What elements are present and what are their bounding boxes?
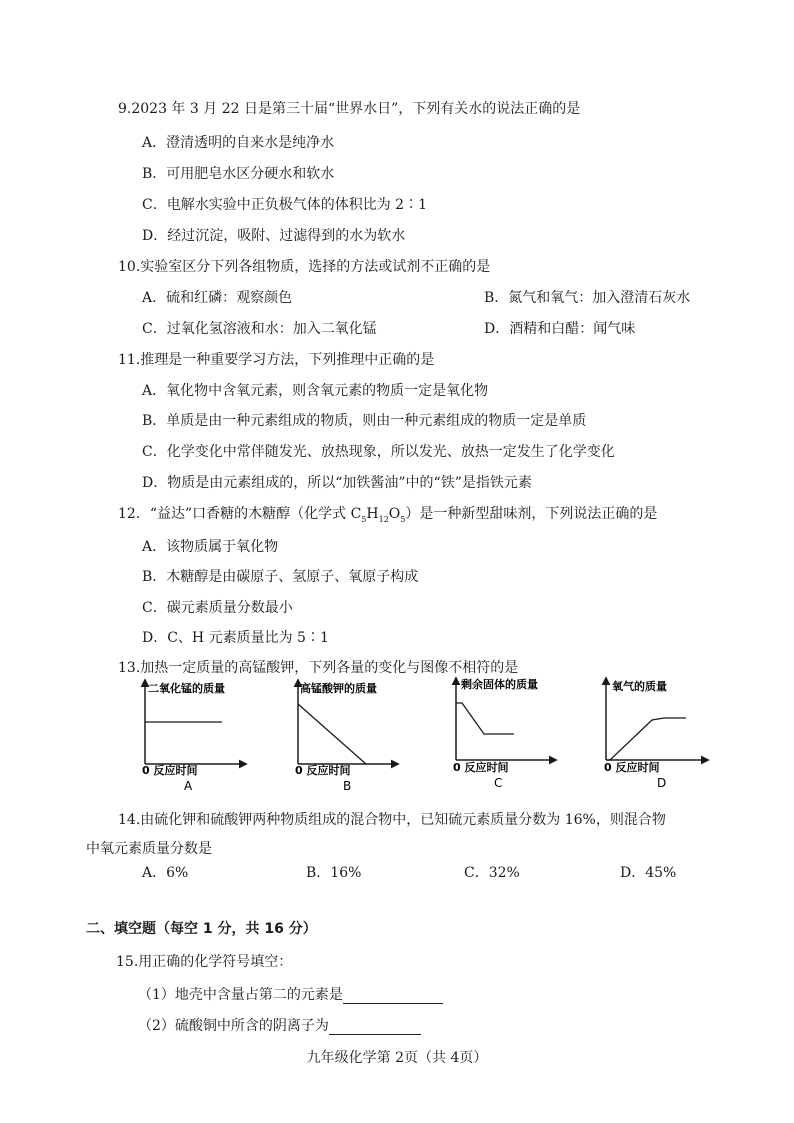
q12-stem (118, 503, 657, 524)
q10-stem: 10.实验室区分下列各组物质，选择的方法或试剂不正确的是 (118, 259, 491, 275)
graph-c (453, 677, 556, 790)
q9-option-d: D．经过沉淀，吸附、过滤得到的水为软水 (142, 228, 406, 244)
graph-b-letter: B (343, 779, 352, 793)
q10-option-a: A．硫和红磷：观察颜色 (142, 290, 293, 306)
q14-line2: 中氧元素质量分数是 (86, 841, 212, 857)
q9-option-a: A．澄清透明的自来水是纯净水 (142, 135, 335, 151)
graph-b (295, 680, 398, 793)
q15-stem: 15.用正确的化学符号填空： (116, 954, 293, 970)
answer-blank-1[interactable] (343, 989, 443, 1004)
q10-option-d: D．酒精和白醋：闻气味 (484, 321, 636, 337)
q14-option-a: A．6% (142, 865, 189, 881)
q12-option-c: C．碳元素质量分数最小 (142, 600, 293, 616)
graph-a-ylabel: 二氧化锰的质量 (148, 682, 225, 695)
graph-b-xlabel: 0 反应时间 (295, 764, 351, 777)
q12-sub: 5 (400, 514, 406, 524)
q12-option-b: B．木糖醇是由碳原子、氢原子、氧原子构成 (142, 569, 419, 585)
q12-stem-part: H (366, 506, 379, 522)
q12-option-d: D．C、H 元素质量比为 5∶1 (142, 630, 329, 646)
q13-stem: 13.加热一定质量的高锰酸钾，下列各量的变化与图像不相符的是 (118, 660, 519, 676)
section-2-heading: 二、填空题（每空 1 分，共 16 分） (86, 921, 317, 937)
graph-c-letter: C (494, 776, 503, 790)
q14-option-b: B．16% (306, 865, 362, 881)
q15-item-2-text: （2）硫酸铜中所含的阴离子为 (138, 1018, 329, 1034)
q9-option-b: B．可用肥皂水区分硬水和软水 (142, 166, 335, 182)
graph-d-ylabel: 氧气的质量 (612, 680, 667, 693)
graph-d-curve (606, 718, 686, 760)
q15-item-1-text: （1）地壳中含量占第二的元素是 (138, 987, 343, 1003)
answer-blank-2[interactable] (329, 1020, 421, 1035)
q11-option-b: B．单质是由一种元素组成的物质，则由一种元素组成的物质一定是单质 (142, 413, 587, 429)
q9-stem: 9.2023 年 3 月 22 日是第三十届“世界水日”，下列有关水的说法正确的是 (118, 101, 581, 117)
q12-stem-part: ）是一种新型甜味剂，下列说法正确的是 (405, 506, 658, 522)
q15-item-1 (138, 984, 443, 1004)
q10-option-b: B．氮气和氧气：加入澄清石灰水 (484, 290, 691, 306)
q11-option-a: A．氧化物中含氧元素，则含氧元素的物质一定是氧化物 (142, 383, 489, 399)
graph-c-ylabel: 剩余固体的质量 (461, 678, 538, 691)
q11-stem: 11.推理是一种重要学习方法，下列推理中正确的是 (118, 352, 435, 368)
q9-option-c: C．电解水实验中正负极气体的体积比为 2∶1 (142, 197, 427, 213)
graph-d (604, 678, 708, 790)
graph-b-curve (298, 704, 366, 764)
q12-stem-part: 12．“益达”口香糖的木糖醇（化学式 C (118, 506, 362, 522)
q14-line1: 14.由硫化钾和硫酸钾两种物质组成的混合物中，已知硫元素质量分数为 16%，则混合物 (118, 812, 666, 828)
q13-graphs (0, 676, 794, 806)
q14-option-c: C．32% (464, 865, 520, 881)
graph-a-xlabel: 0 反应时间 (142, 764, 198, 777)
graph-c-xlabel: 0 反应时间 (453, 761, 509, 774)
graph-b-ylabel: 高锰酸钾的质量 (300, 682, 377, 695)
graph-a (142, 680, 246, 793)
q12-stem-part: O (388, 506, 401, 522)
graph-c-curve (456, 703, 514, 734)
q14-option-d: D．45% (620, 865, 677, 881)
q15-item-2 (138, 1015, 421, 1035)
q12-sub: 12 (378, 514, 389, 524)
q11-option-c: C．化学变化中常伴随发光、放热现象，所以发光、放热一定发生了化学变化 (142, 444, 615, 460)
q12-option-a: A．该物质属于氧化物 (142, 539, 279, 555)
q12-sub: 5 (361, 514, 367, 524)
graph-d-xlabel: 0 反应时间 (604, 761, 660, 774)
graph-d-letter: D (657, 776, 667, 790)
q10-option-c: C．过氧化氢溶液和水：加入二氧化锰 (142, 321, 377, 337)
q11-option-d: D．物质是由元素组成的，所以“加铁酱油”中的“铁”是指铁元素 (142, 475, 532, 491)
graph-a-letter: A (184, 779, 193, 793)
page-footer: 九年级化学第 2页（共 4页） (306, 1050, 488, 1066)
